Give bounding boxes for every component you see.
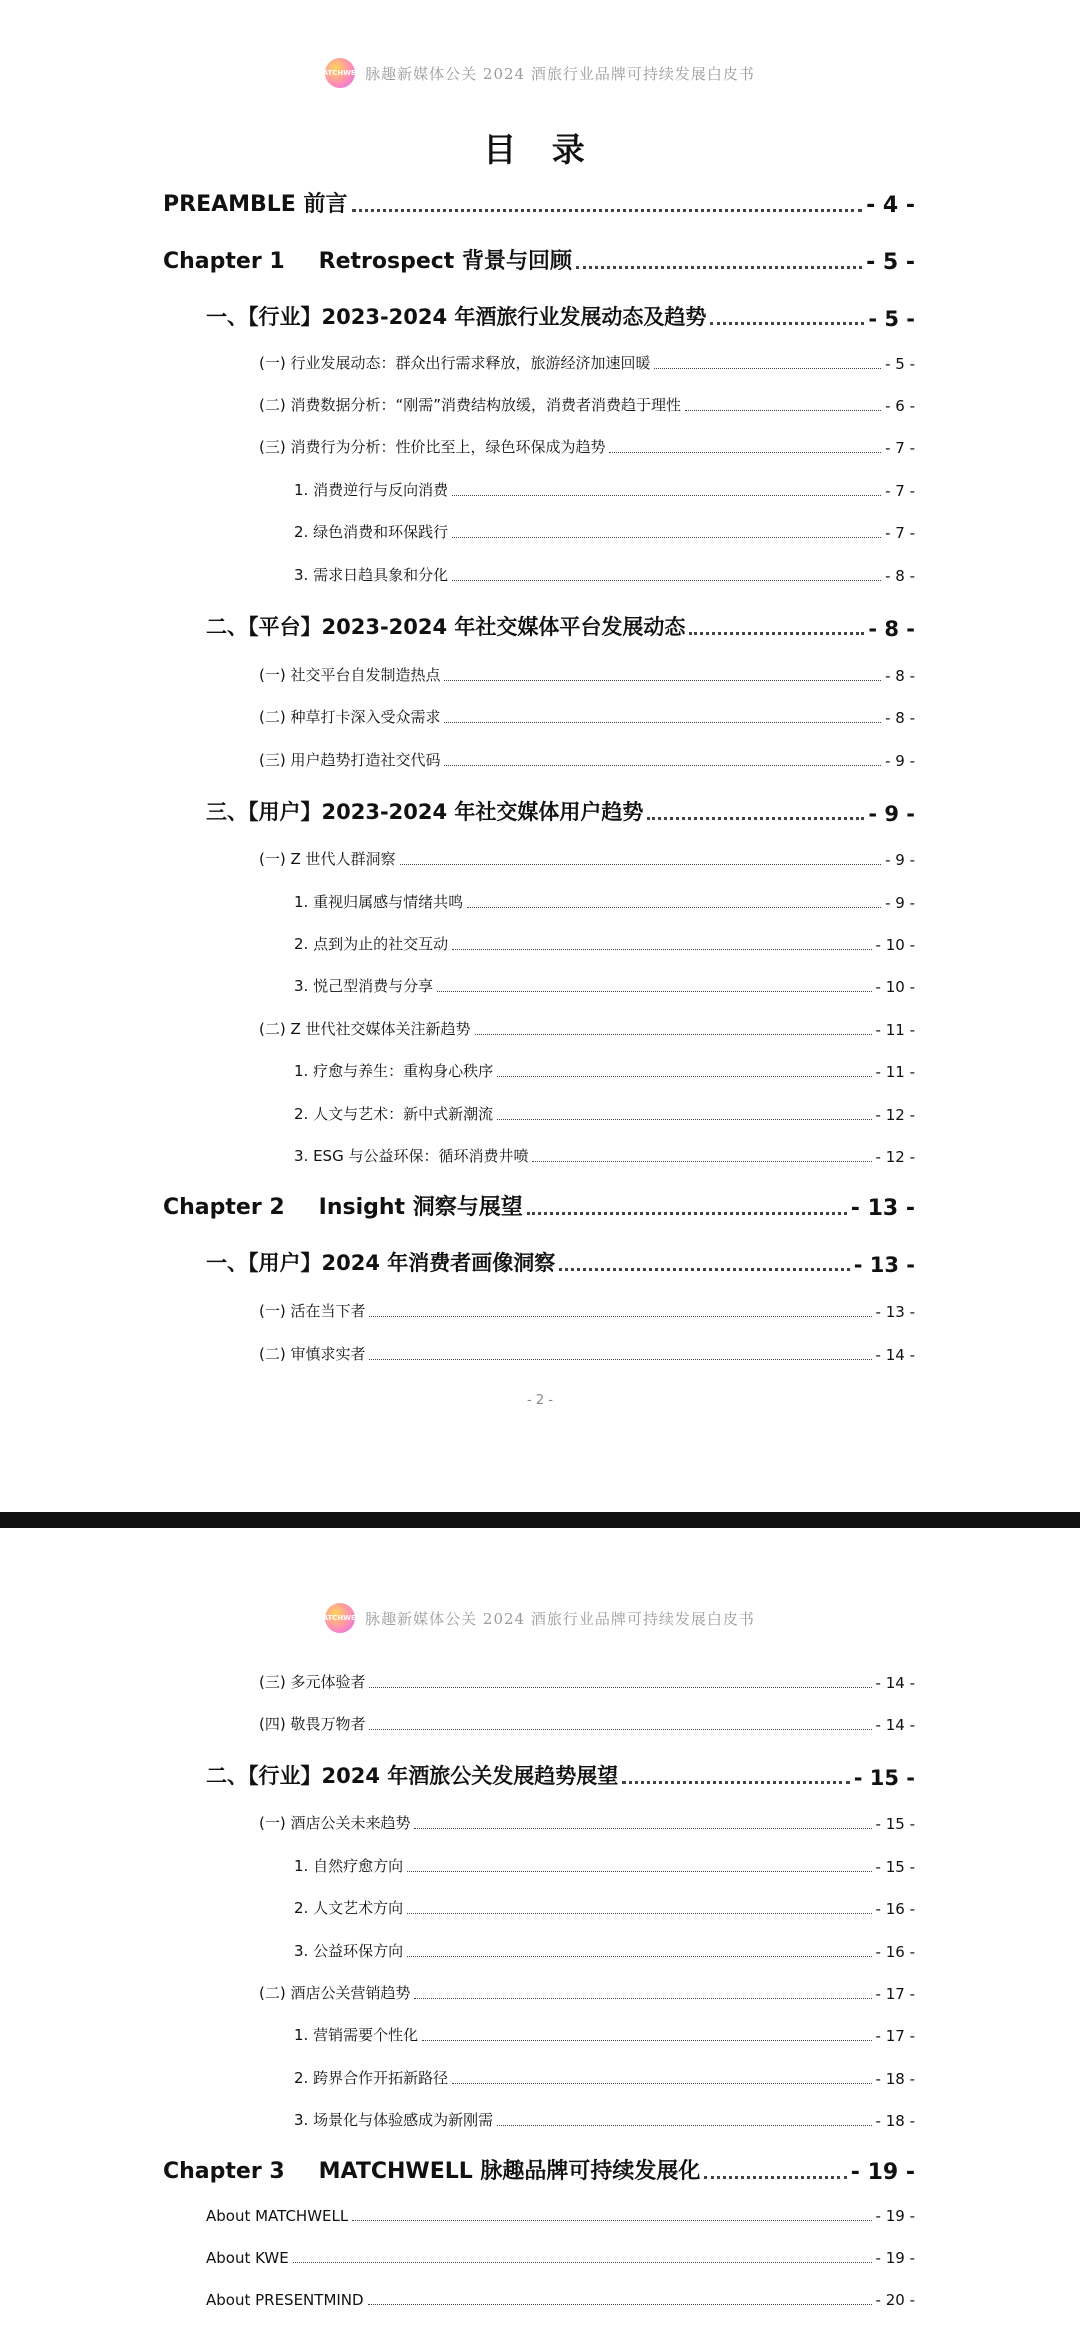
- leader-dots: [576, 266, 862, 269]
- logo-text: MATCHWELL: [315, 1614, 365, 1622]
- leader-dots: [444, 722, 881, 723]
- toc-entry-label: 1. 自然疗愈方向: [294, 1857, 404, 1875]
- leader-dots: [414, 1998, 871, 1999]
- toc-entry-label: (一) 酒店公关未来趋势: [259, 1814, 411, 1832]
- leader-dots: [452, 495, 881, 496]
- toc-entry-page: - 19 -: [875, 2249, 915, 2267]
- leader-dots: [293, 2262, 872, 2263]
- toc-entry-page: - 8 -: [885, 667, 915, 685]
- leader-dots: [369, 1729, 871, 1730]
- toc-entry-label: 2. 绿色消费和环保践行: [294, 523, 449, 541]
- toc-entry-label: 二、【平台】2023-2024 年社交媒体平台发展动态: [206, 615, 686, 639]
- toc-entry-page: - 17 -: [875, 1985, 915, 2003]
- toc-entry-page: - 11 -: [875, 1063, 915, 1081]
- toc-entry-label: 1. 重视归属感与情绪共鸣: [294, 893, 464, 911]
- leader-dots: [497, 2125, 871, 2126]
- toc-entry-label: PREAMBLE 前言: [163, 192, 348, 217]
- chapter-number: Chapter 3: [163, 2159, 285, 2184]
- toc-entry-page: - 8 -: [885, 567, 915, 585]
- leader-dots: [609, 452, 881, 453]
- leader-dots: [452, 949, 871, 950]
- leader-dots: [368, 2304, 872, 2305]
- toc-entry-page: - 5 -: [885, 355, 915, 373]
- toc-entry-item[interactable]: [294, 479, 915, 500]
- leader-dots: [532, 1161, 871, 1162]
- toc-entry-subsection[interactable]: [259, 1671, 915, 1692]
- toc-entry-page: - 9 -: [885, 894, 915, 912]
- leader-dots: [452, 580, 881, 581]
- toc-entry-item[interactable]: [294, 891, 915, 912]
- brand-logo-icon: [315, 58, 365, 88]
- page-separator: [0, 1512, 1080, 1528]
- brand-logo-icon: [315, 1603, 365, 1633]
- toc-entry-page: - 13 -: [875, 1303, 915, 1321]
- toc-entry-subsection[interactable]: [259, 1713, 915, 1734]
- leader-dots: [352, 209, 863, 212]
- toc-entry-page: - 13 -: [853, 1253, 915, 1277]
- toc-entry-item[interactable]: [294, 1060, 915, 1081]
- toc-entry-label: (一) Z 世代人群洞察: [259, 850, 396, 868]
- toc-entry-page: - 7 -: [885, 482, 915, 500]
- leader-dots: [369, 1687, 871, 1688]
- toc-entry-subsection[interactable]: [259, 848, 915, 869]
- leader-dots: [475, 1034, 872, 1035]
- leader-dots: [497, 1119, 871, 1120]
- toc-entry-page: - 9 -: [868, 802, 915, 826]
- toc-entry-page: - 9 -: [885, 752, 915, 770]
- toc-entry-chapter-3[interactable]: [163, 2154, 915, 2185]
- toc-entry-label: 一、【用户】2024 年消费者画像洞察: [206, 1251, 556, 1275]
- leader-dots: [647, 817, 864, 820]
- toc-entry-page: - 17 -: [875, 2027, 915, 2045]
- toc-entry-page: - 9 -: [885, 851, 915, 869]
- toc-entry-subsection[interactable]: [259, 394, 915, 415]
- leader-dots: [704, 2176, 846, 2179]
- leader-dots: [710, 322, 864, 325]
- chapter-title: Insight 洞察与展望: [318, 1195, 523, 1220]
- leader-dots: [444, 765, 881, 766]
- toc-entry-label: [163, 244, 572, 275]
- leader-dots: [437, 991, 871, 992]
- toc-entry-label: 一、【行业】2023-2024 年酒旅行业发展动态及趋势: [206, 305, 707, 329]
- toc-entry-subsection[interactable]: [259, 1343, 915, 1364]
- leader-dots: [689, 632, 864, 635]
- leader-dots: [400, 864, 882, 865]
- toc-entry-chapter-2[interactable]: [163, 1190, 915, 1221]
- logo-text: MATCHWELL: [315, 69, 365, 77]
- toc-entry-page: - 12 -: [875, 1106, 915, 1124]
- header-title: 脉趣新媒体公关 2024 酒旅行业品牌可持续发展白皮书: [365, 64, 755, 83]
- toc-entry-section[interactable]: [206, 301, 915, 331]
- leader-dots: [452, 537, 881, 538]
- toc-entry-label: 2. 跨界合作开拓新路径: [294, 2069, 449, 2087]
- toc-entry-item[interactable]: [294, 2024, 915, 2045]
- toc-entry-subsection[interactable]: [259, 749, 915, 770]
- toc-entry-item[interactable]: [294, 2109, 915, 2130]
- toc-entry-about[interactable]: [206, 2249, 915, 2267]
- toc-entry-subsection[interactable]: [259, 352, 915, 373]
- chapter-title: MATCHWELL 脉趣品牌可持续发展化: [318, 2159, 701, 2184]
- toc-entry-label: 3. 悦己型消费与分享: [294, 977, 434, 995]
- leader-dots: [369, 1316, 871, 1317]
- toc-entry-page: - 20 -: [875, 2291, 915, 2309]
- leader-dots: [497, 1076, 871, 1077]
- leader-dots: [622, 1781, 849, 1784]
- toc-entry-page: - 8 -: [885, 709, 915, 727]
- page-header: [0, 58, 1080, 88]
- leader-dots: [559, 1268, 849, 1271]
- leader-dots: [452, 2083, 871, 2084]
- leader-dots: [414, 1828, 871, 1829]
- toc-entry-page: - 14 -: [875, 1674, 915, 1692]
- toc-entry-page: - 19 -: [875, 2207, 915, 2225]
- toc-entry-label: 1. 疗愈与养生：重构身心秩序: [294, 1062, 494, 1080]
- toc-entry-subsection[interactable]: [259, 1018, 915, 1039]
- toc-entry-page: - 7 -: [885, 524, 915, 542]
- toc-entry-page: - 19 -: [850, 2160, 915, 2185]
- toc-entry-page: - 5 -: [868, 307, 915, 331]
- toc-entry-page: - 15 -: [875, 1815, 915, 1833]
- toc-entry-label: 三、【用户】2023-2024 年社交媒体用户趋势: [206, 800, 644, 824]
- toc-entry-subsection[interactable]: [259, 1982, 915, 2003]
- toc-entry-label: (一) 社交平台自发制造热点: [259, 666, 441, 684]
- toc-entry-page: - 10 -: [875, 978, 915, 996]
- document-page-2: [0, 1528, 1080, 2341]
- toc-entry-label: (二) 种草打卡深入受众需求: [259, 708, 441, 726]
- toc-entry-item[interactable]: [294, 1855, 915, 1876]
- toc-entry-page: - 10 -: [875, 936, 915, 954]
- header-title: 脉趣新媒体公关 2024 酒旅行业品牌可持续发展白皮书: [365, 1609, 755, 1628]
- toc-entry-label: (四) 敬畏万物者: [259, 1715, 366, 1733]
- toc-entry-label: 2. 点到为止的社交互动: [294, 935, 449, 953]
- toc-entry-label: (二) Z 世代社交媒体关注新趋势: [259, 1020, 471, 1038]
- toc-entry-label: 3. ESG 与公益环保：循环消费井喷: [294, 1147, 529, 1165]
- toc-entry-page: - 18 -: [875, 2070, 915, 2088]
- toc-entry-subsection[interactable]: [259, 436, 915, 457]
- leader-dots: [352, 2220, 871, 2221]
- toc-entry-section[interactable]: [206, 1760, 915, 1790]
- toc-entry-page: - 12 -: [875, 1148, 915, 1166]
- toc-entry-page: - 15 -: [853, 1766, 915, 1790]
- toc-entry-label: [163, 1190, 523, 1221]
- toc-entry-item[interactable]: [294, 2067, 915, 2088]
- page-header: [0, 1603, 1080, 1633]
- toc-entry-label: (三) 消费行为分析：性价比至上，绿色环保成为趋势: [259, 438, 606, 456]
- toc-entry-label: (二) 消费数据分析：“刚需”消费结构放缓，消费者消费趋于理性: [259, 396, 682, 414]
- toc-entry-page: - 4 -: [866, 193, 915, 218]
- toc-entry-page: - 15 -: [875, 1858, 915, 1876]
- toc-entry-section[interactable]: [206, 1247, 915, 1277]
- toc-entry-item[interactable]: [294, 1940, 915, 1961]
- toc-entry-label: 3. 需求日趋具象和分化: [294, 566, 449, 584]
- toc-entry-label: (一) 活在当下者: [259, 1302, 366, 1320]
- toc-title: 目 录: [483, 130, 597, 169]
- toc-entry-page: - 13 -: [850, 1196, 915, 1221]
- toc-entry-label: About PRESENTMIND: [206, 2291, 364, 2309]
- toc-entry-label: 1. 营销需要个性化: [294, 2026, 419, 2044]
- leader-dots: [685, 410, 881, 411]
- toc-entry-label: (二) 酒店公关营销趋势: [259, 1984, 411, 2002]
- toc-entry-subsection[interactable]: [259, 1812, 915, 1833]
- toc-entry-subsection[interactable]: [259, 706, 915, 727]
- toc-entry-item[interactable]: [294, 1103, 915, 1124]
- toc-entry-preamble[interactable]: [163, 187, 915, 218]
- toc-entry-section[interactable]: [206, 796, 915, 826]
- leader-dots: [654, 368, 881, 369]
- leader-dots: [407, 1871, 871, 1872]
- toc-entry-label: 2. 人文与艺术：新中式新潮流: [294, 1105, 494, 1123]
- toc-entry-subsection[interactable]: [259, 1300, 915, 1321]
- leader-dots: [467, 907, 881, 908]
- toc-entry-label: (一) 行业发展动态：群众出行需求释放，旅游经济加速回暖: [259, 354, 651, 372]
- chapter-number: Chapter 1: [163, 249, 285, 274]
- toc-entry-label: About KWE: [206, 2249, 289, 2267]
- leader-dots: [527, 1212, 847, 1215]
- toc-entry-label: (三) 多元体验者: [259, 1673, 366, 1691]
- leader-dots: [444, 680, 881, 681]
- toc-entry-page: - 8 -: [868, 617, 915, 641]
- chapter-title: Retrospect 背景与回顾: [318, 249, 572, 274]
- leader-dots: [407, 1956, 871, 1957]
- toc-entry-label: 3. 场景化与体验感成为新刚需: [294, 2111, 494, 2129]
- toc-entry-section[interactable]: [206, 611, 915, 641]
- toc-entry-item[interactable]: [294, 975, 915, 996]
- toc-entry-label: 2. 人文艺术方向: [294, 1899, 404, 1917]
- toc-entry-page: - 14 -: [875, 1346, 915, 1364]
- page-number: - 2 -: [527, 1393, 553, 1408]
- toc-entry-label: 1. 消费逆行与反向消费: [294, 481, 449, 499]
- toc-entry-label: (三) 用户趋势打造社交代码: [259, 751, 441, 769]
- toc-entry-label: (二) 审慎求实者: [259, 1345, 366, 1363]
- toc-entry-page: - 16 -: [875, 1900, 915, 1918]
- toc-entry-page: - 18 -: [875, 2112, 915, 2130]
- toc-entry-page: - 16 -: [875, 1943, 915, 1961]
- toc-entry-about[interactable]: [206, 2207, 915, 2225]
- leader-dots: [422, 2040, 871, 2041]
- toc-entry-item[interactable]: [294, 521, 915, 542]
- toc-entry-item[interactable]: [294, 1897, 915, 1918]
- toc-entry-label: 3. 公益环保方向: [294, 1942, 404, 1960]
- toc-entry-item[interactable]: [294, 933, 915, 954]
- toc-entry-label: About MATCHWELL: [206, 2207, 349, 2225]
- leader-dots: [369, 1359, 871, 1360]
- toc-entry-page: - 14 -: [875, 1716, 915, 1734]
- toc-entry-label: 二、【行业】2024 年酒旅公关发展趋势展望: [206, 1764, 619, 1788]
- leader-dots: [407, 1913, 871, 1914]
- toc-entry-page: - 7 -: [885, 439, 915, 457]
- toc-entry-about[interactable]: [206, 2291, 915, 2309]
- toc-entry-page: - 5 -: [866, 250, 915, 275]
- chapter-number: Chapter 2: [163, 1195, 285, 1220]
- toc-entry-page: - 11 -: [875, 1021, 915, 1039]
- toc-entry-item[interactable]: [294, 1145, 915, 1166]
- toc-entry-chapter-1[interactable]: [163, 244, 915, 275]
- toc-entry-label: [163, 2154, 700, 2185]
- toc-entry-item[interactable]: [294, 564, 915, 585]
- toc-entry-subsection[interactable]: [259, 664, 915, 685]
- toc-entry-page: - 6 -: [885, 397, 915, 415]
